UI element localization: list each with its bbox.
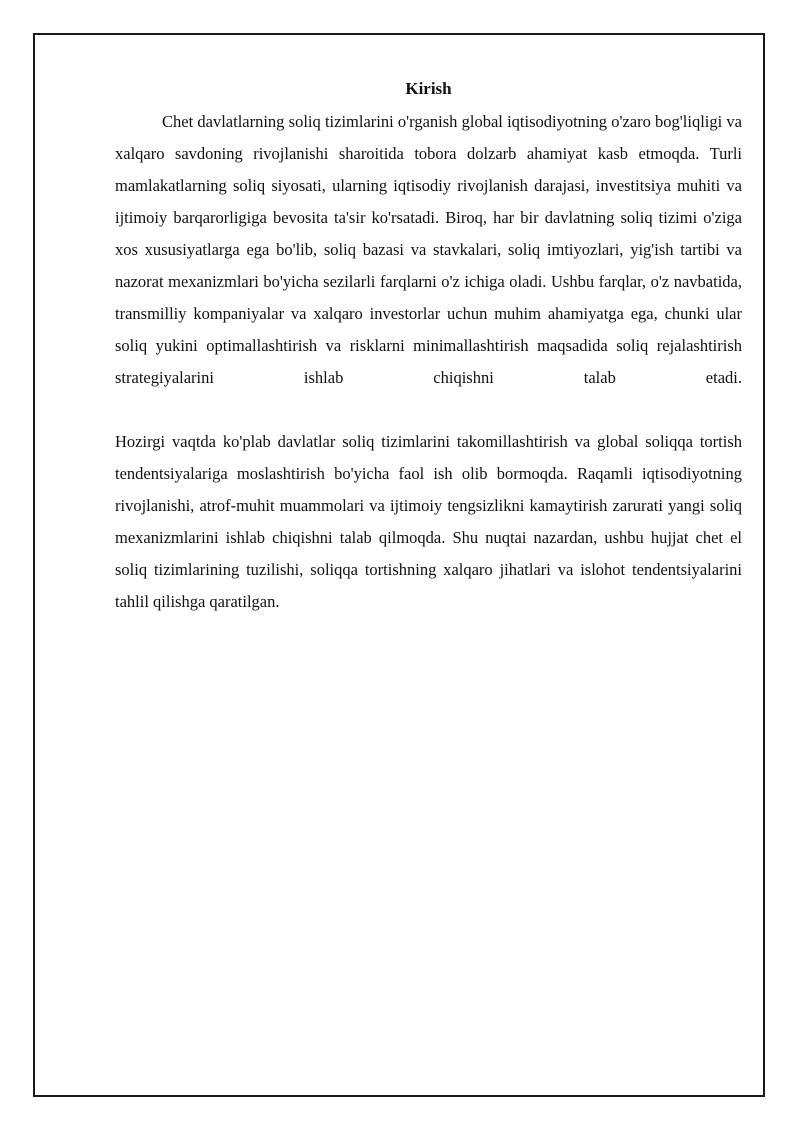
paragraph-current-trends: Hozirgi vaqtda ko'plab davlatlar soliq tizimlarini takomillashtirish va global soliqqa tortish tendentsiyalariga moslashtirish bo'yicha faol ish olib bormoqda. Raqamli iqtisodiyotning rivojlanishi, atrof-muhit muammolari va ijtimoiy tengsizlikni kamaytirish zarurati yangi soliq mexanizmlarini ishlab chiqishni talab qilmoqda. Shu nuqtai nazardan, ushbu hujjat chet el soliq tizimlarining tuzilishi, soliqqa tortishning xalqaro jihatlari va islohot tendentsiyalarini tahlil qilishga qaratilgan. bbox=[115, 432, 742, 611]
document-title: Kirish bbox=[405, 79, 452, 98]
paragraph-intro: Chet davlatlarning soliq tizimlarini o'rganish global iqtisodiyotning o'zaro bog'liqligi va xalqaro savdoning rivojlanishi sharoitida tobora dolzarb ahamiyat kasb etmoqda. Turli mamlakatlarning soliq siyosati, ularning iqtisodiy rivojlanish darajasi, investitsiya muhiti va ijtimoiy barqarorligiga bevosita ta'sir ko'rsatadi. Biroq, har bir davlatning soliq tizimi o'ziga xos xususiyatlarga ega bo'lib, soliq bazasi va stavkalari, soliq imtiyozlari, yig'ish tartibi va nazorat mexanizmlari bo'yicha sezilarli farqlarni o'z ichiga oladi. Ushbu farqlar, o'z navbatida, transmilliy kompaniyalar va xalqaro investorlar uchun muhim ahamiyatga ega, chunki ular soliq yukini optimallashtirish va risklarni minimallashtirish maqsadida soliq rejalashtirish strategiyalarini ishlab chiqishni talab etadi. bbox=[115, 112, 742, 387]
document-body bbox=[115, 76, 742, 618]
